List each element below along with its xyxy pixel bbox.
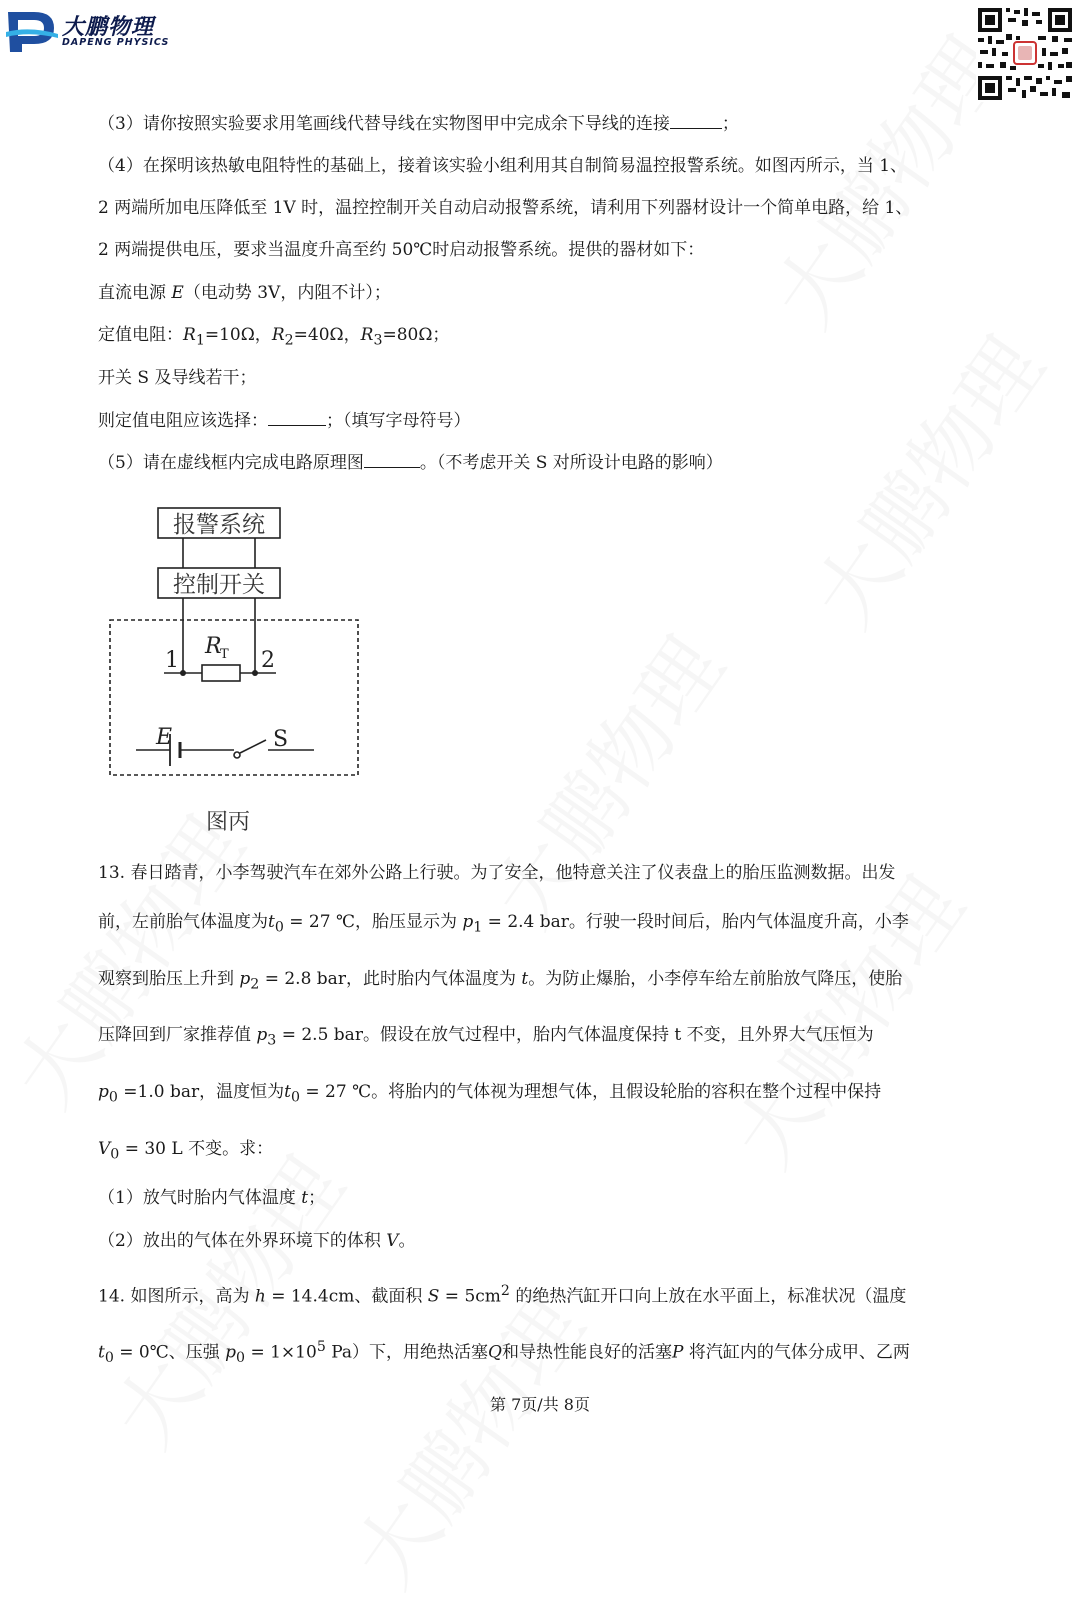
watermark [462,611,746,947]
q13-line1: 13. 春日踏青，小李驾驶汽车在郊外公路上行驶。为了安全，他特意关注了仪表盘上的胎压监测数据。出发 [98,863,896,883]
rt-subscript: T [220,647,229,662]
q13-line6: $V_0 = 30$ L 不变。求： [98,1139,274,1163]
circuit-figure [100,500,380,850]
q12-part4-line2: 2 两端所加电压降低至 1V 时，温控控制开关自动启动报警系统，请利用下列器材设计一个简单电路，给 1、 [98,198,913,218]
qr-code-icon [976,6,1074,102]
watermark [782,311,1066,647]
answer-blank [364,451,420,468]
equipment-resistors: 定值电阻：$R_1=10\Omega$，$R_2=40\Omega$，$R_3=80\Omega$； [98,325,450,349]
q14-line1: 14. 如图所示，高为 h = 14.4cm、截面积 $S = 5cm^2$ 的绝热汽缸开口向上放在水平面上，标准状况（温度 [98,1283,907,1307]
switch-contact [234,752,240,758]
switch-blade [240,740,266,753]
q13-line5: $p_0 =1.0$ bar，温度恒为$t_0 = 27$ ℃。将胎内的气体视为理想气体，且假设轮胎的容积在整个过程中保持 [98,1082,882,1106]
equipment-switch: 开关 S 及导线若干； [98,368,257,388]
alarm-system-label: 报警系统 [173,512,265,538]
q14-line2: $t_0$ = 0℃、压强 $p_0 = 1\times 10^5$ Pa）下，用绝热活塞Q和导热性能良好的活塞P 将汽缸内的气体分成甲、乙两 [98,1339,910,1367]
q12-choose-resistor: 则定值电阻应该选择： ；（填写字母符号） [98,411,471,431]
watermark [702,851,986,1187]
rt-label: R [205,634,222,659]
q13-sub1: （1）放气时胎内气体温度 t； [98,1188,326,1208]
node-2-dot [252,670,258,676]
q13-line4: 压降回到厂家推荐值 $p_3 = 2.5$ bar。假设在放气过程中，胎内气体温度保持 t 不变，且外界大气压恒为 [98,1025,874,1049]
q13-line2: 前，左前胎气体温度为$t_0 = 27$ ℃，胎压显示为 $p_1 = 2.4$ bar。行驶一段时间后，胎内气体温度升高，小李 [98,912,909,936]
brand-name-cn: 大鹏物理 [62,15,155,40]
q12-part4-line1: （4）在探明该热敏电阻特性的基础上，接着该实验小组利用其自制简易温控报警系统。如图丙所示，当 1、 [98,156,908,176]
equipment-source: 直流电源 E（电动势 3V，内阻不计）； [98,283,391,303]
answer-blank [670,112,722,129]
switch-label: S [273,727,289,752]
battery-label: E [156,725,173,750]
watermark [322,1271,606,1606]
q12-part3: （3）请你按照实验要求用笔画线代替导线在实物图甲中完成余下导线的连接 ； [98,114,739,134]
brand-logo [4,6,194,56]
brand-name-en: DAPENG PHYSICS [62,37,170,48]
answer-blank [268,409,326,426]
page-footer: 第 7页/共 8页 [490,1395,590,1414]
q13-line3: 观察到胎压上升到 $p_2 = 2.8$ bar，此时胎内气体温度为 t。为防止爆胎，小李停车给左前胎放气降压，使胎 [98,969,903,993]
dashed-design-box [110,620,358,775]
node-2-label: 2 [261,648,275,673]
q12-part5: （5）请在虚线框内完成电路原理图 。（不考虑开关 S 对所设计电路的影响） [98,453,723,473]
q12-part4-line3: 2 两端提供电压，要求当温度升高至约 50℃时启动报警系统。提供的器材如下： [98,240,705,260]
node-1-dot [180,670,186,676]
control-switch-label: 控制开关 [173,572,265,598]
thermistor-rt [202,665,240,681]
logo-mark-icon [4,6,60,56]
q13-sub2: （2）放出的气体在外界环境下的体积 V。 [98,1231,416,1251]
node-1-label: 1 [165,648,179,673]
figure-caption: 图丙 [206,810,251,835]
